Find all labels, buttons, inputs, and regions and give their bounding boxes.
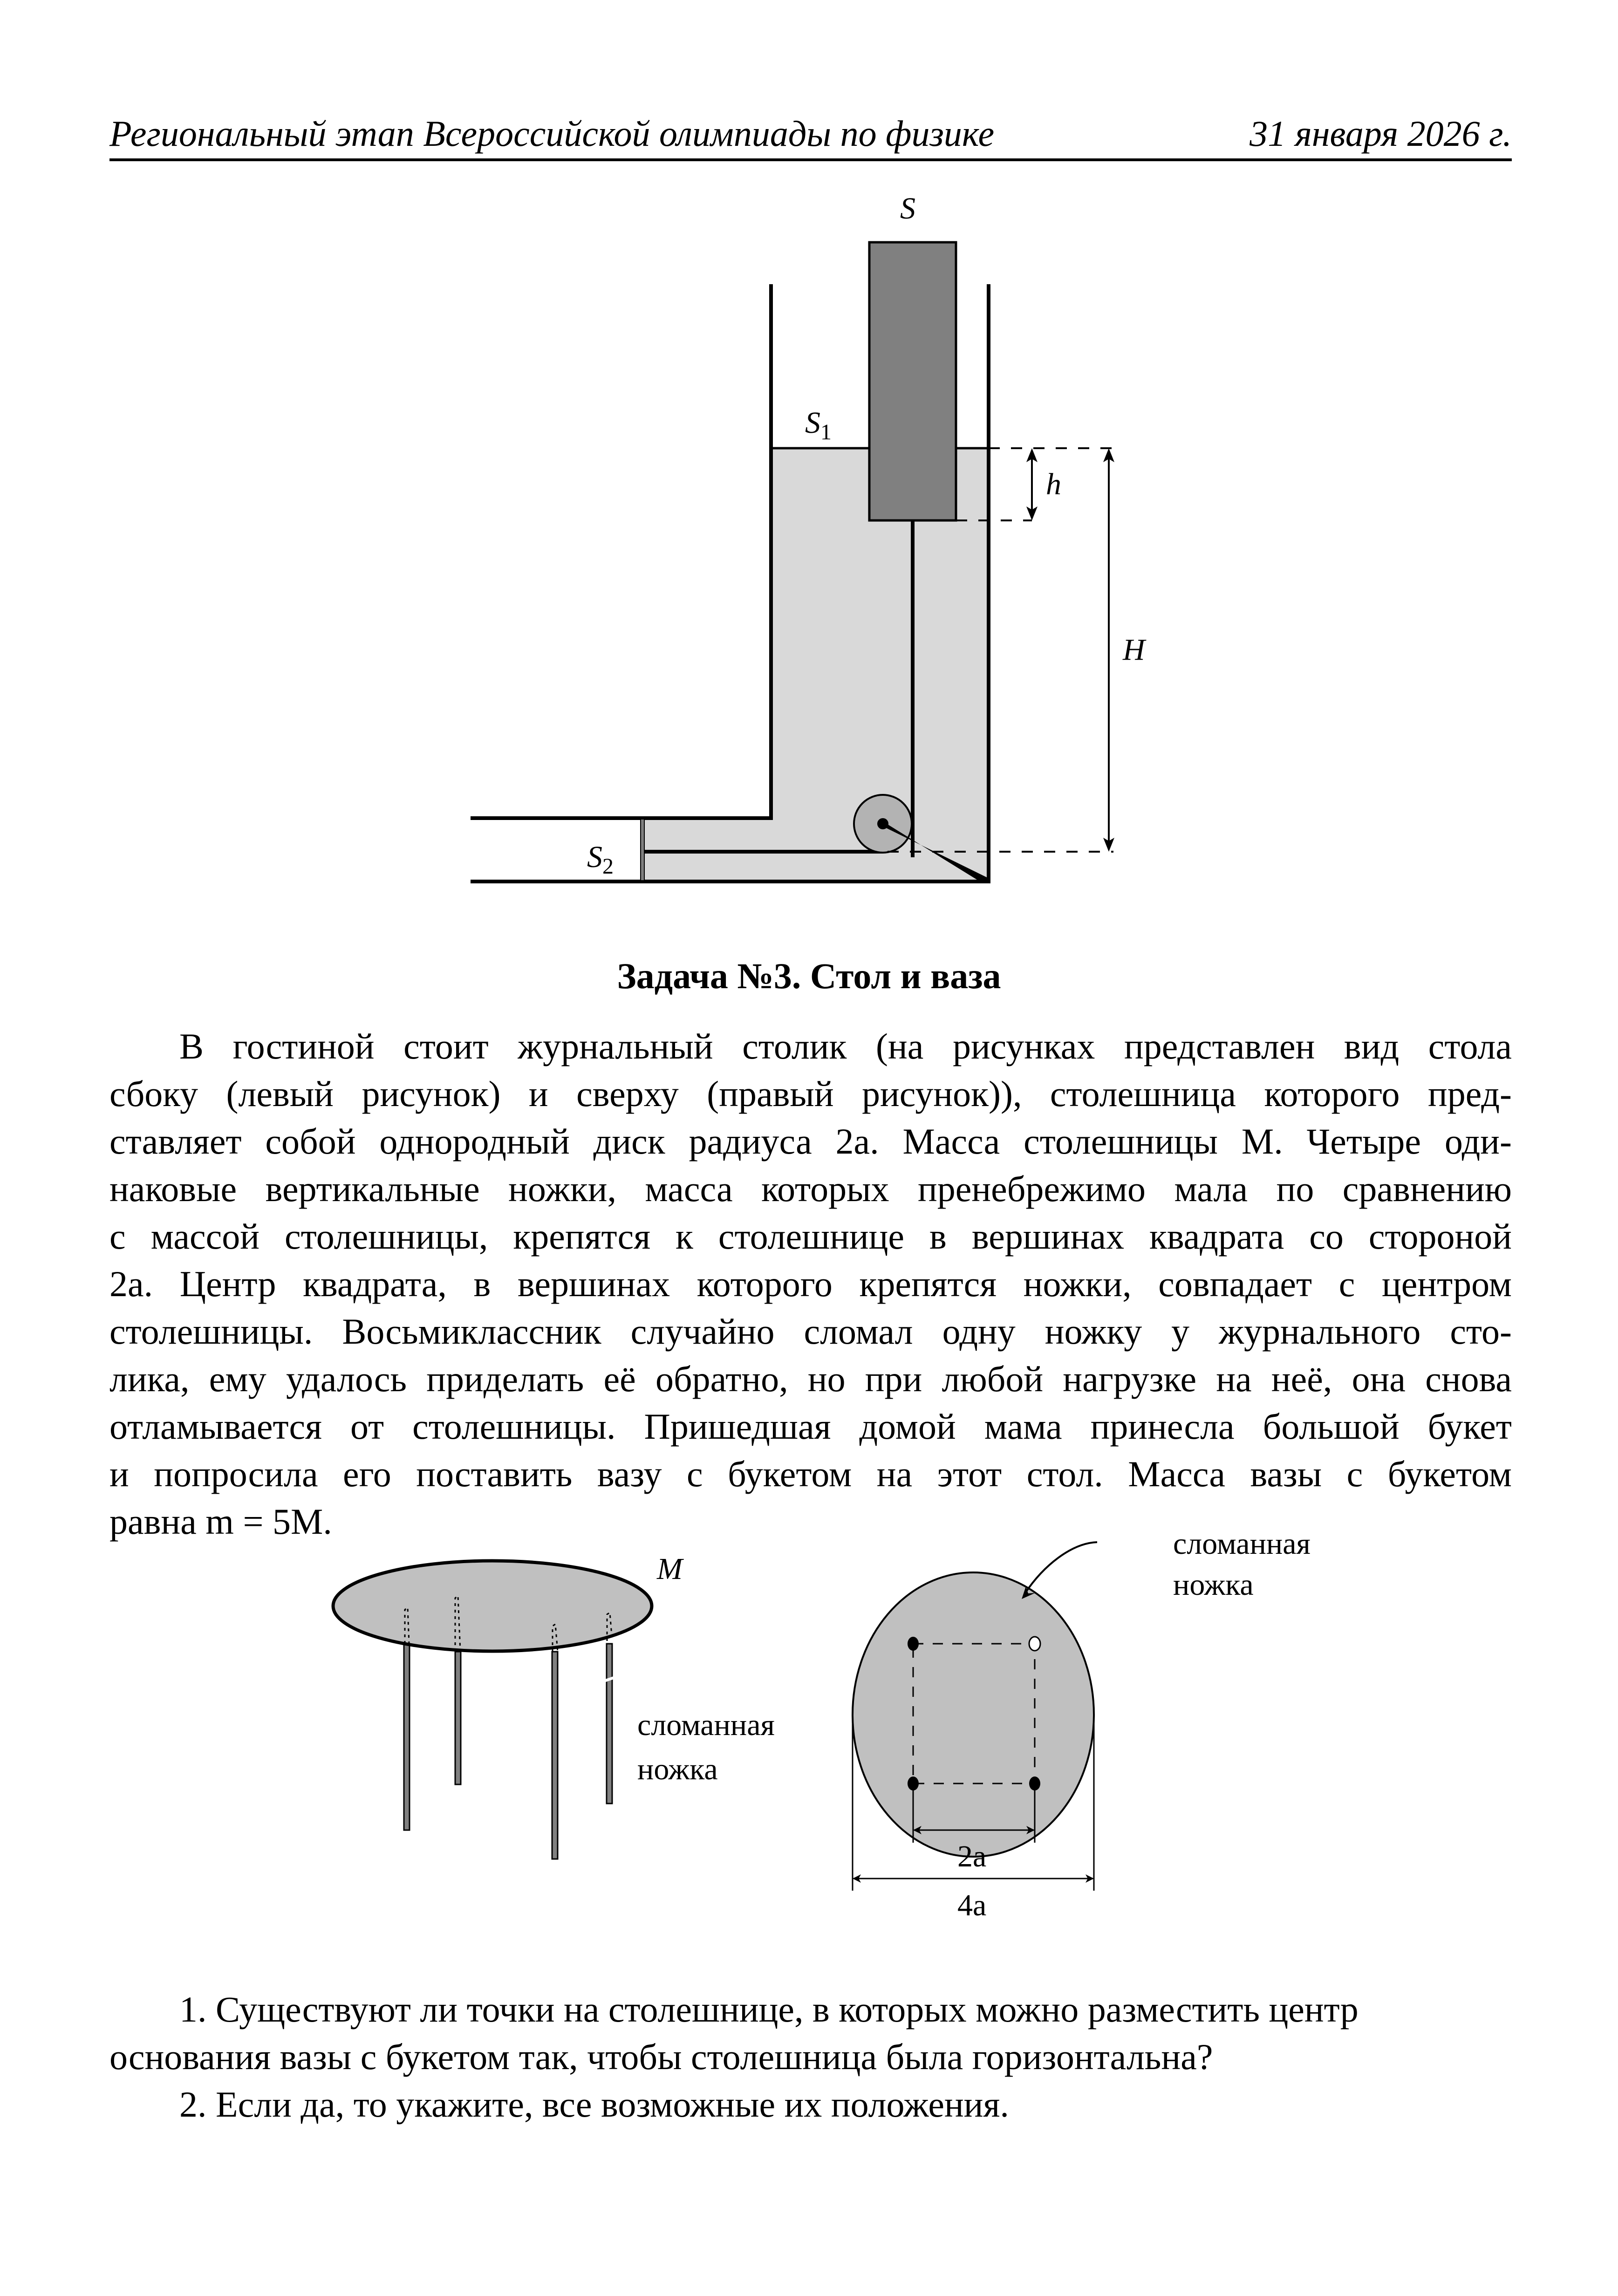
dimension-4a: 4a	[957, 1888, 987, 1922]
question-1: 1. Существуют ли точки на столешнице, в которых можно разместить центр	[179, 1989, 1359, 2030]
dimension-2a: 2a	[957, 1839, 987, 1873]
label-H: H	[1123, 633, 1145, 667]
question-1-cont: основания вазы с букетом так, чтобы столешница была горизонтальна?	[109, 2036, 1213, 2077]
label-S: S	[900, 191, 915, 226]
broken-leg-label-top: сломанная ножка	[1173, 1527, 1311, 1602]
tabletop-top	[853, 1572, 1094, 1857]
leg-point-broken	[1029, 1637, 1040, 1651]
label-S2: $S_2$	[587, 840, 614, 879]
broken-leg-label-side: сломанная ножка	[637, 1708, 775, 1786]
header-olympiad-title: Региональный этап Всероссийской олимпиады по физике	[109, 113, 995, 154]
questions	[109, 1986, 1512, 2128]
problem-statement: В гостиной стоит журнальный столик (на рисунках представлен вид стола сбоку (левый рисунок) и сверху (правый рисунок)), столешница которого пред- ставляет собой однородный диск радиуса 2a. Масса столешницы M. Четыре оди- наковые вертикальные ножки, масса которых пренебрежимо мала по сравнению с массой столешницы, крепятся к столешнице в вершинах квадрата со стороной 2a. Центр квадрата, в вершинах которого крепятся ножки, совпадает с центром столешницы. Восьмиклассник случайно сломал одну ножку у журнального сто- лика, ему удалось приделать её обратно, но при любой нагрузке на неё, она снова отламывается от столешницы. Пришедшая домой мама принесла большой букет и попросила его поставить вазу с букетом на этот стол. Масса вазы с букетом равна m = 5M.	[109, 1026, 1512, 1542]
label-h: h	[1046, 467, 1061, 501]
leg-point-tl	[908, 1637, 919, 1651]
header-date: 31 января 2026 г.	[1249, 113, 1512, 154]
problem-title: Задача №3. Стол и ваза	[617, 956, 1001, 996]
tabletop-mass-label: M	[657, 1552, 683, 1586]
question-2: 2. Если да, то укажите, все возможные их положения.	[179, 2084, 1009, 2125]
label-S1: $S_1$	[805, 406, 832, 445]
